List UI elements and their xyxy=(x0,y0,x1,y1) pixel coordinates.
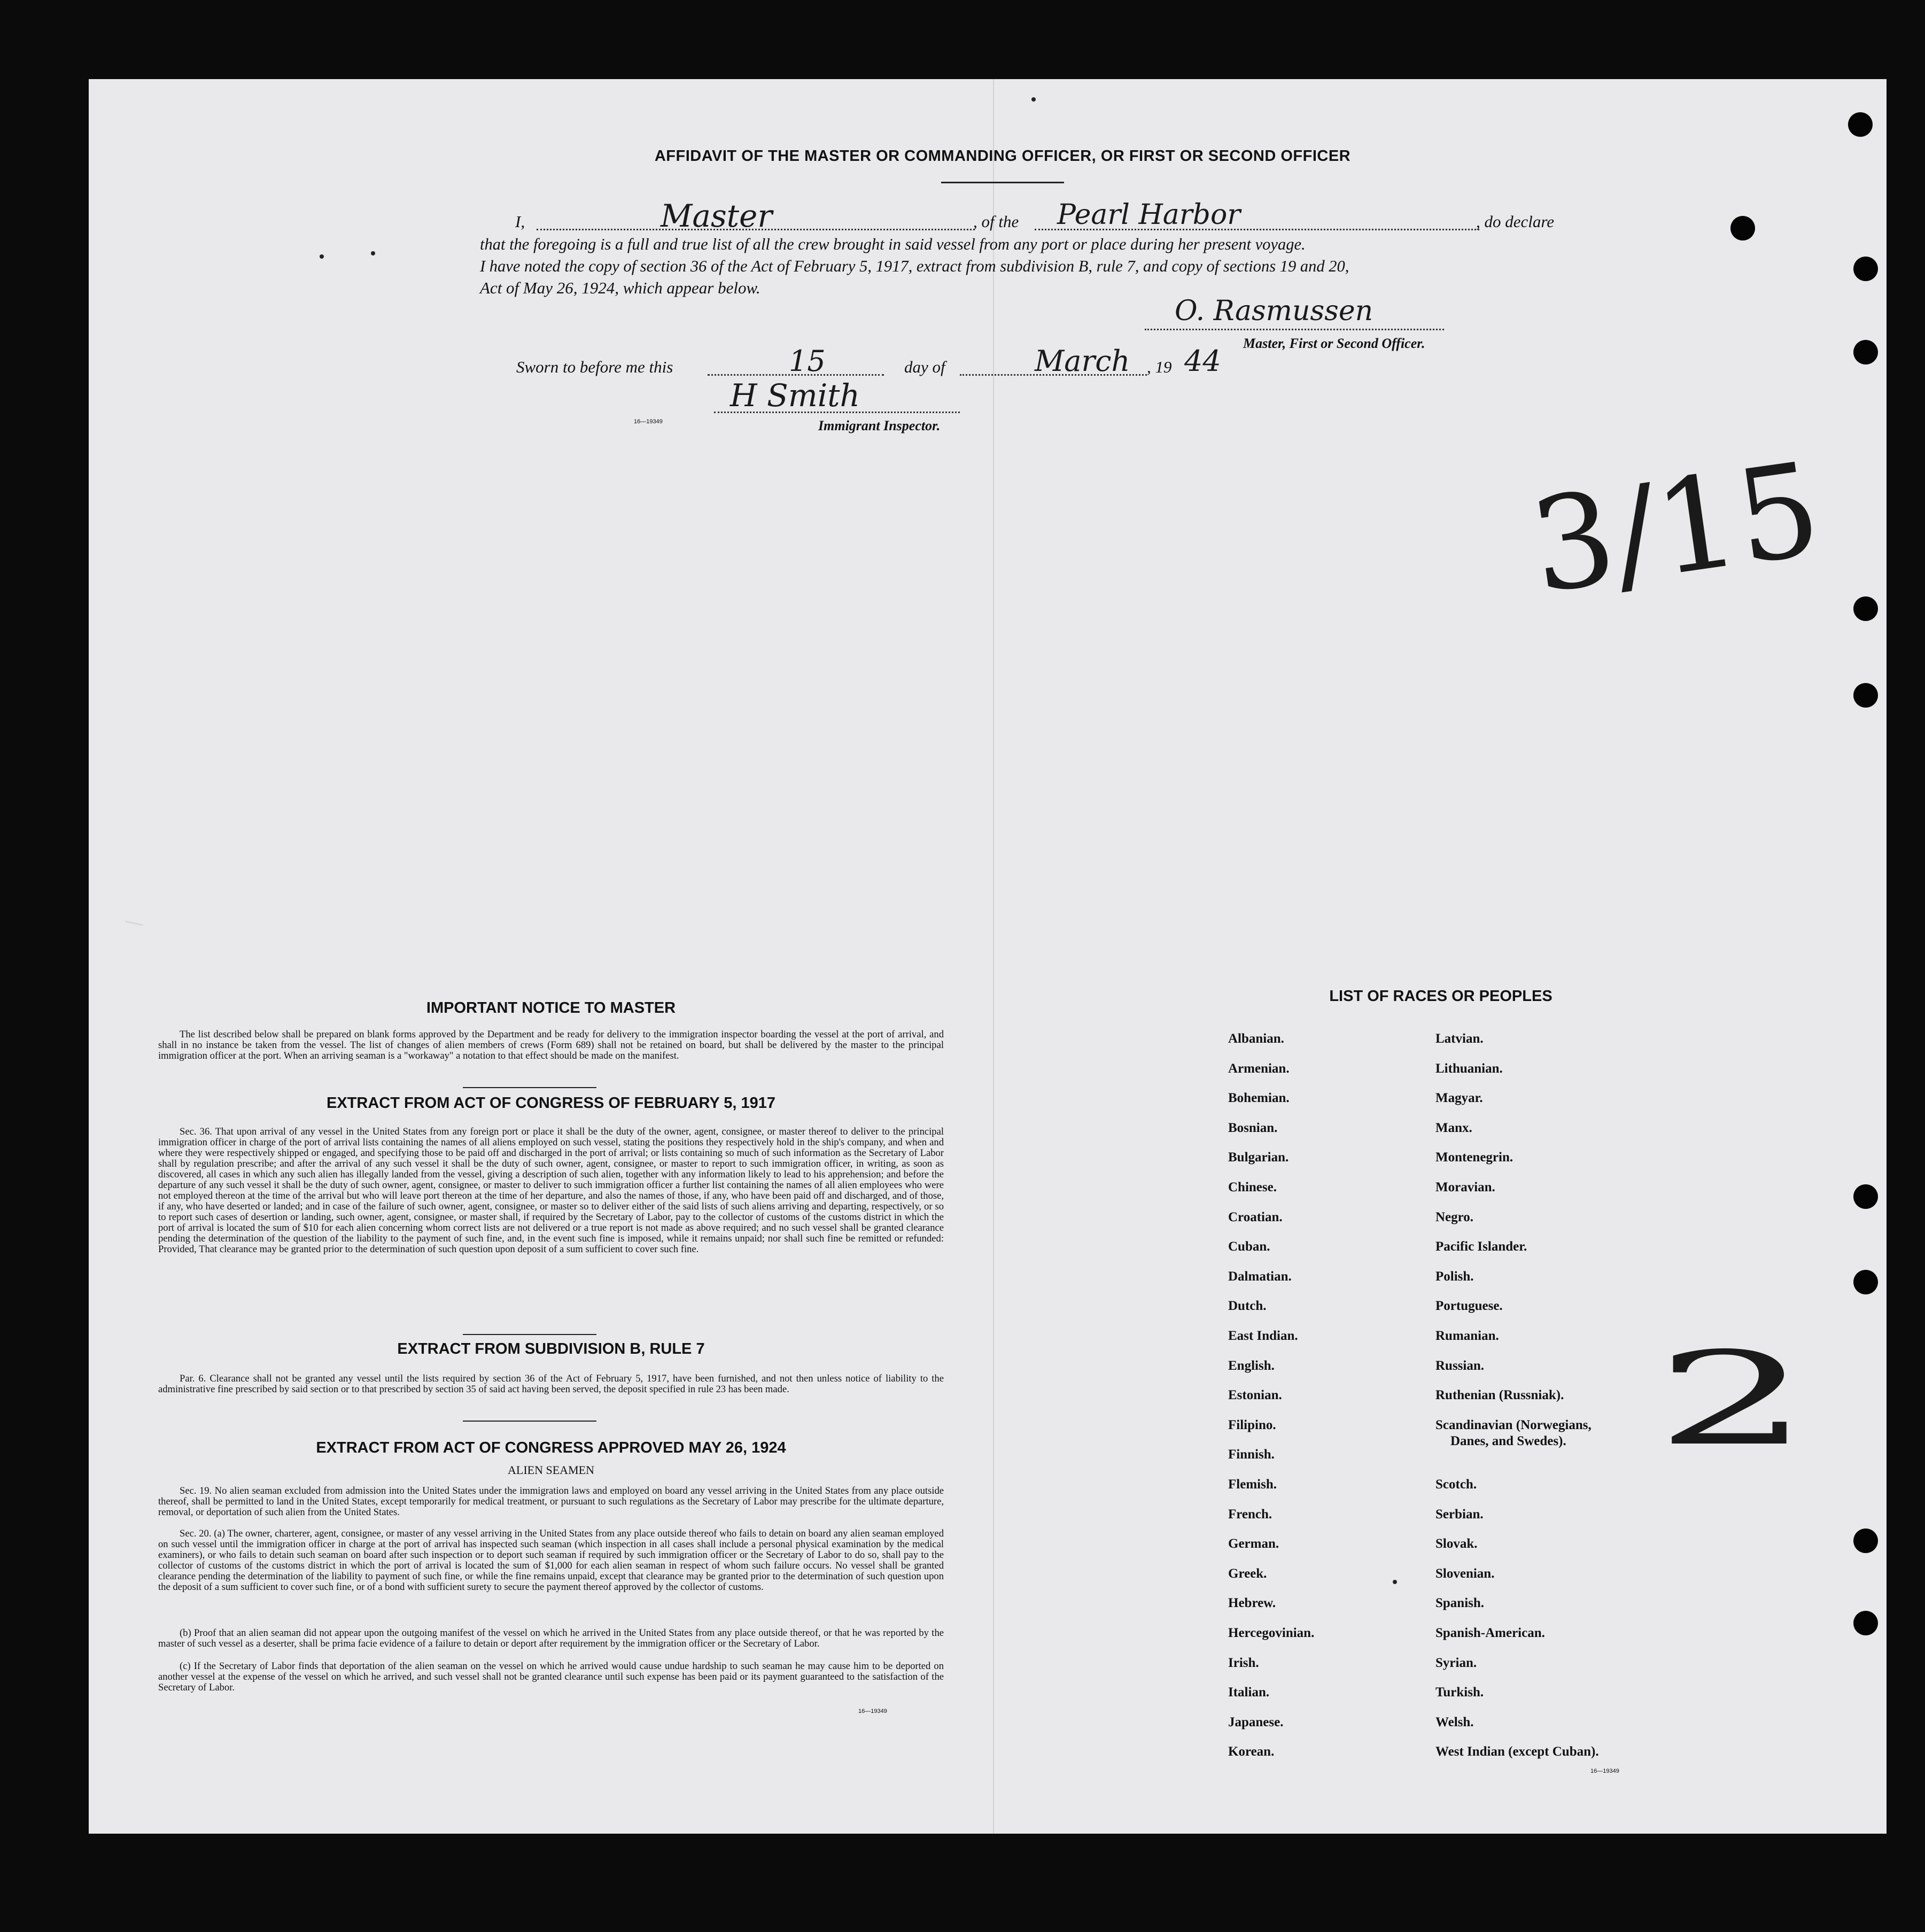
race-item: French. xyxy=(1228,1507,1272,1522)
race-item: Croatian. xyxy=(1228,1209,1283,1224)
affidavit-title: AFFIDAVIT OF THE MASTER OR COMMANDING OFFICER, OR FIRST OR SECOND OFFICER xyxy=(654,148,1351,165)
race-item: Manx. xyxy=(1435,1120,1472,1135)
page-number-annotation: 2 xyxy=(1655,1324,1811,1474)
race-item: Syrian. xyxy=(1435,1655,1477,1670)
extract-1917-title: EXTRACT FROM ACT OF CONGRESS OF FEBRUARY 5, 1917 xyxy=(326,1095,776,1112)
race-item: Latvian. xyxy=(1435,1031,1484,1046)
race-item: Turkish. xyxy=(1435,1685,1484,1700)
extract-1917-text: Sec. 36. That upon arrival of any vessel in the United States from any foreign port or place it shall be the duty of the owner, agent, consignee, or master thereof to deliver to the principal immigration officer in charge of the port of arrival lists containing the names of all aliens employed on such vessel, stating the positions they respectively hold in the ship's company, and when and where they were respectively shipped or engaged, and specifying those to be paid off and discharged in the port of arrival; or lists containing so much of such information as the Secretary of Labor shall by regulation prescribe; and after the arrival of any such vessel it shall be the duty of such owner, agent, consignee, or master to report to such immigration officer, in writing, as soon as discovered, all cases in which any such alien has illegally landed from the vessel, giving a description of such alien, together with any information likely to lead to his apprehension; and before the departure of any such vessel it shall be the duty of such owner, agent, consignee, or master to deliver to such immigration officer a further list containing the names of all alien employees who were not employed thereon at the time of the arrival but who will leave port thereon at the time of her departure, and also the names of those, if any, who have been paid off and discharged, and of those, if any, who have deserted or landed; and in case of the failure of such owner, agent, consignee, or master so to deliver either of the said lists of such aliens arriving and departing, respectively, or so to report such cases of desertion or landing, such owner, agent, consignee, or master shall, if required by the Secretary of Labor, pay to the collector of customs of the customs district in which the port of arrival is located the sum of $10 for each alien concerning whom correct lists are not delivered or a true report is not made as above required; and no such vessel shall be granted clearance pending the determination of the question of the liability to the payment of such fine, and, in the event such fine is imposed, while it remains unpaid; nor shall such fine be remitted or refunded: Provided, That clearance may be granted prior to the determination of such question upon deposit of a sum sufficient to cover such fine. xyxy=(158,1126,944,1255)
punch-hole xyxy=(1853,1270,1878,1294)
punch-hole xyxy=(1853,1611,1878,1635)
race-item: Pacific Islander. xyxy=(1435,1239,1527,1254)
notice-title: IMPORTANT NOTICE TO MASTER xyxy=(426,999,676,1017)
divider xyxy=(463,1334,596,1335)
punch-hole xyxy=(1848,112,1873,137)
inspector-caption: Immigrant Inspector. xyxy=(818,418,941,433)
section-20a-text: Sec. 20. (a) The owner, charterer, agent, consignee, or master of any vessel arriving in the United States from any place outside thereof who fails to detain on board any alien seaman employed on such vessel until the immigration officer in charge at the port of arrival has inspected such seaman (which inspection in all cases shall include a personal physical examination by the medical examiners), or who fails to detain such seaman on board after such inspection or to deport such seaman if required by such immigration officer or the Secretary of Labor to do so, shall pay to the collector of customs of the customs district in which the port of arrival is located the sum of $1,000 for each alien seaman in respect of whom such failure occurs. No vessel shall be granted clearance pending the determination of the liability to payment of such fine, or while the fine remains unpaid, except that clearance may be granted prior to the determination of such question upon the deposit of a sum sufficient to cover such fine, or of a bond with sufficient surety to secure the payment thereof approved by the collector of customs. xyxy=(158,1528,944,1593)
declaration-suffix: , do declare xyxy=(1476,212,1555,231)
race-item: Polish. xyxy=(1435,1269,1474,1284)
race-item: Danes, and Swedes). xyxy=(1450,1433,1566,1448)
section-19-text: Sec. 19. No alien seaman excluded from admission into the United States under the immigration laws and employed on board any vessel arriving in the United States from any place outside thereof, shall be permitted to land in the United States, except temporarily for medical treatment, or pursuant to such regulations as the Secretary of Labor may prescribe for the ultimate departure, removal, or deportation of such alien from the United States. xyxy=(158,1485,944,1518)
race-item: Korean. xyxy=(1228,1744,1275,1759)
race-item: Bohemian. xyxy=(1228,1091,1290,1106)
title-rule xyxy=(941,182,1064,183)
race-item: Cuban. xyxy=(1228,1239,1270,1254)
race-item: Chinese. xyxy=(1228,1180,1277,1194)
race-item: West Indian (except Cuban). xyxy=(1435,1744,1599,1759)
race-item: Slovenian. xyxy=(1435,1566,1495,1581)
sworn-month: March xyxy=(1035,344,1130,378)
margin-mark xyxy=(125,920,143,926)
race-item: Dutch. xyxy=(1228,1299,1267,1314)
punch-hole xyxy=(1853,683,1878,708)
race-item: Magyar. xyxy=(1435,1091,1483,1106)
punch-hole xyxy=(1853,596,1878,621)
inspector-signature: H Smith xyxy=(730,377,860,414)
sworn-year-prefix: , 19 xyxy=(1147,358,1172,376)
declaration-prefix: I, xyxy=(515,212,525,231)
race-item: Estonian. xyxy=(1228,1388,1282,1403)
race-item: Albanian. xyxy=(1228,1031,1284,1046)
race-item: Irish. xyxy=(1228,1655,1259,1670)
divider xyxy=(463,1421,596,1422)
speck xyxy=(371,251,375,255)
extract-rule-7-title: EXTRACT FROM SUBDIVISION B, RULE 7 xyxy=(397,1340,705,1357)
race-item: Russian. xyxy=(1435,1358,1485,1373)
race-item: Montenegrin. xyxy=(1435,1150,1513,1165)
divider xyxy=(463,1087,596,1088)
sworn-prefix: Sworn to before me this xyxy=(516,358,673,376)
race-item: Japanese. xyxy=(1228,1714,1284,1729)
punch-hole xyxy=(1853,1184,1878,1209)
extract-rule-7-text: Par. 6. Clearance shall not be granted any vessel until the lists required by section 36 of the Act of February 5, 1917, have been furnished, and not then unless notice of liability to the administrative fine prescribed by said section or to that prescribed by section 35 of said act having been served, the deposit specified in rule 23 has been made. xyxy=(158,1373,944,1395)
declaration-mid: , of the xyxy=(973,212,1019,231)
race-item: Italian. xyxy=(1228,1685,1270,1700)
alien-seamen-subtitle: ALIEN SEAMEN xyxy=(508,1463,594,1477)
declaration-line-3: I have noted the copy of section 36 of the Act of February 5, 1917, extract from subdivision B, rule 7, and copy of sections 19 and 20, xyxy=(480,257,1349,275)
punch-hole xyxy=(1853,257,1878,281)
declaration-line-2: that the foregoing is a full and true list of all the crew brought in said vessel from any port or place during her present voyage. xyxy=(480,235,1306,253)
punch-hole xyxy=(1853,1528,1878,1553)
race-item: East Indian. xyxy=(1228,1329,1298,1343)
role-handwritten: Master xyxy=(661,198,773,234)
race-item: Ruthenian (Russniak). xyxy=(1435,1388,1564,1403)
race-item: Scotch. xyxy=(1435,1477,1477,1492)
race-item: Scandinavian (Norwegians, xyxy=(1435,1417,1592,1432)
section-20b-text: (b) Proof that an alien seaman did not appear upon the outgoing manifest of the vessel on which he arrived in the United States from any place outside thereof, or that he was reported by the master of such vessel as a deserter, shall be prima facie evidence of a failure to detain or deport after requirement by the immigration officer or the Secretary of Labor. xyxy=(158,1627,944,1649)
races-title: LIST OF RACES OR PEOPLES xyxy=(1329,988,1553,1005)
race-item: Dalmatian. xyxy=(1228,1269,1292,1284)
speck xyxy=(1031,97,1036,102)
sworn-day: 15 xyxy=(789,344,826,378)
vessel-handwritten: Pearl Harbor xyxy=(1057,199,1241,231)
race-item: Slovak. xyxy=(1435,1537,1478,1551)
race-item: Portuguese. xyxy=(1435,1299,1503,1314)
affidavit-form-number: 16—19349 xyxy=(634,418,663,425)
speck xyxy=(1393,1580,1397,1584)
races-form-number: 16—19349 xyxy=(1590,1768,1619,1774)
document-page xyxy=(89,79,1887,1834)
signature-line xyxy=(1145,329,1444,330)
speck xyxy=(320,254,324,259)
race-item: Finnish. xyxy=(1228,1447,1275,1462)
race-item: Hebrew. xyxy=(1228,1596,1276,1611)
race-item: Flemish. xyxy=(1228,1477,1277,1492)
race-item: Welsh. xyxy=(1435,1714,1474,1729)
race-item: English. xyxy=(1228,1358,1275,1373)
race-item: Hercegovinian. xyxy=(1228,1626,1315,1640)
extract-1924-title: EXTRACT FROM ACT OF CONGRESS APPROVED MAY 26, 1924 xyxy=(316,1439,786,1456)
sworn-year: 44 xyxy=(1184,344,1221,378)
race-item: Moravian. xyxy=(1435,1180,1495,1194)
section-20c-text: (c) If the Secretary of Labor finds that deportation of the alien seaman on the vessel on which he arrived would cause undue hardship to such seaman he may cause him to be deported on another vessel at the expense of the vessel on which he arrived, and such vessel shall not be granted clearance until such expense has been paid or its payment guaranteed to the satisfaction of the Secretary of Labor. xyxy=(158,1661,944,1693)
race-item: Lithuanian. xyxy=(1435,1061,1503,1076)
race-item: German. xyxy=(1228,1537,1279,1551)
race-item: Negro. xyxy=(1435,1209,1474,1224)
master-signature: O. Rasmussen xyxy=(1175,295,1373,327)
notice-text: The list described below shall be prepared on blank forms approved by the Department and be ready for delivery to the immigration inspector boarding the vessel at the port of arrival, and shall in no instance be taken from the vessel. The list of changes of alien members of crews (Form 689) shall not be retained on board, but shall be delivered by the master to the principal immigration officer at the port. When an arriving seaman is a "workaway" a notation to that effect should be made on the manifest. xyxy=(158,1029,944,1061)
race-item: Rumanian. xyxy=(1435,1329,1499,1343)
inspector-line xyxy=(714,412,960,413)
race-item: Spanish-American. xyxy=(1435,1626,1545,1640)
race-item: Spanish. xyxy=(1435,1596,1485,1611)
signature-caption: Master, First or Second Officer. xyxy=(1243,336,1425,351)
declaration-line-4: Act of May 26, 1924, which appear below. xyxy=(480,278,760,297)
punch-hole xyxy=(1730,216,1755,240)
race-item: Serbian. xyxy=(1435,1507,1484,1522)
page-fold xyxy=(993,79,994,1834)
race-item: Bosnian. xyxy=(1228,1120,1278,1135)
date-annotation: 3/15 xyxy=(1523,433,1829,623)
punch-hole xyxy=(1853,340,1878,364)
race-item: Greek. xyxy=(1228,1566,1267,1581)
race-item: Filipino. xyxy=(1228,1417,1276,1432)
race-item: Armenian. xyxy=(1228,1061,1290,1076)
notice-form-number: 16—19349 xyxy=(858,1708,887,1714)
sworn-mid: day of xyxy=(904,358,945,376)
race-item: Bulgarian. xyxy=(1228,1150,1289,1165)
